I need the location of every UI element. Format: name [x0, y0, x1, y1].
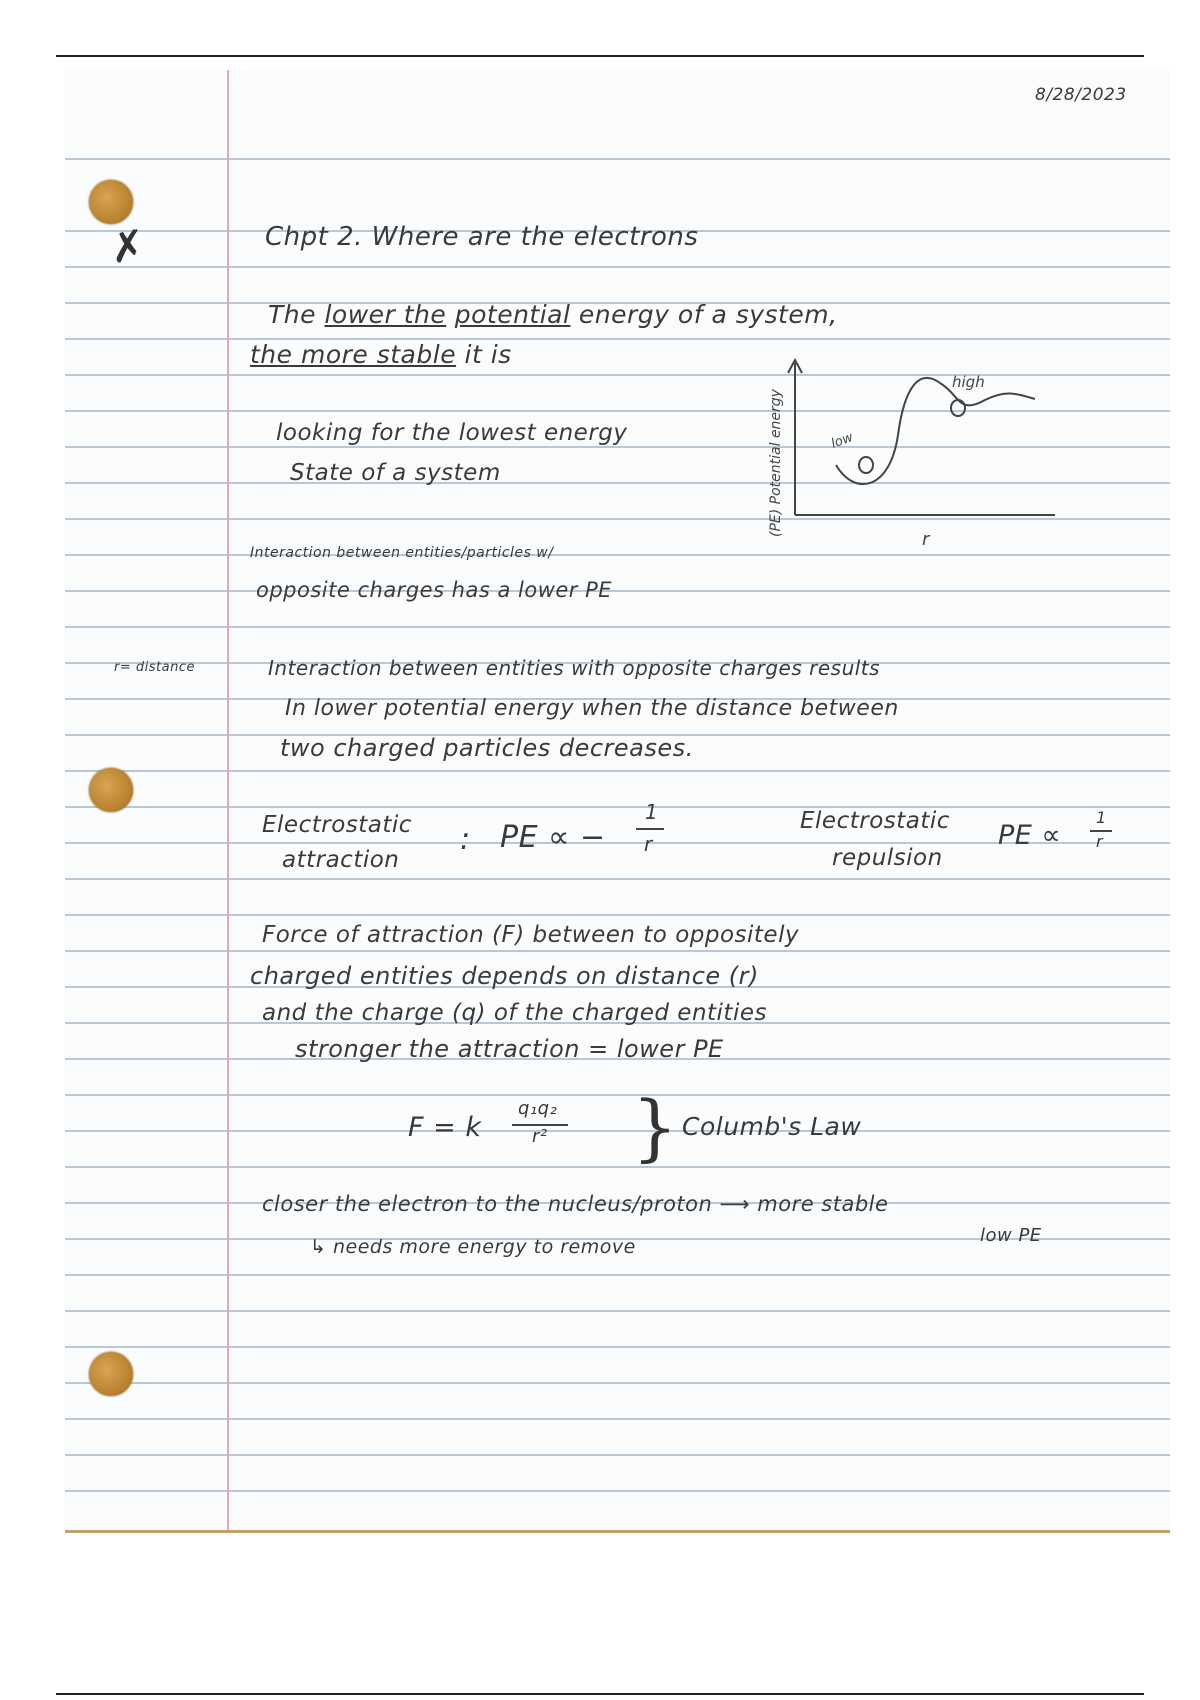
lowest-energy-line2: State of a system [290, 460, 501, 486]
closer-line1: closer the electron to the nucleus/proton ⟶ more stable [262, 1192, 889, 1216]
graph-low-point [859, 457, 873, 473]
margin-line [227, 70, 229, 1530]
coulomb-lhs: F = k [408, 1112, 482, 1143]
ruled-line [65, 1130, 1170, 1132]
ruled-line [65, 1094, 1170, 1096]
ruled-line [65, 950, 1170, 952]
graph-energy-curve [836, 378, 1035, 484]
ruled-line [65, 1274, 1170, 1276]
ruled-line [65, 1490, 1170, 1492]
ruled-line [65, 1454, 1170, 1456]
brace-icon: } [632, 1085, 678, 1169]
top-rule [56, 55, 1144, 57]
interaction-note-line2: opposite charges has a lower PE [256, 578, 613, 602]
binder-hole [89, 768, 133, 812]
ruled-line [65, 1310, 1170, 1312]
ruled-line [65, 1346, 1170, 1348]
lowest-energy-line1: looking for the lowest energy [276, 420, 628, 446]
binder-hole [89, 1352, 133, 1396]
graph-y-label: (PE) Potential energy [768, 389, 784, 537]
graph-high-label: high [952, 373, 985, 391]
repulsion-formula: PE ∝ [998, 820, 1062, 851]
interaction-line1: Interaction between entities with opposite charges results [268, 656, 881, 680]
date: 8/28/2023 [1035, 85, 1127, 105]
bottom-rule [56, 1693, 1144, 1695]
ruled-line [65, 770, 1170, 772]
force-line1: Force of attraction (F) between to oppositely [262, 922, 800, 948]
ruled-line [65, 1418, 1170, 1420]
repulsion-label-line1: Electrostatic [800, 808, 950, 834]
binder-hole [89, 180, 133, 224]
attraction-formula: PE ∝ − [500, 820, 606, 855]
ruled-line [65, 590, 1170, 592]
repulsion-label-line2: repulsion [832, 845, 943, 871]
attraction-fraction-bar [636, 828, 664, 830]
force-line4: stronger the attraction = lower PE [295, 1035, 724, 1063]
ruled-line [65, 878, 1170, 880]
ruled-line [65, 914, 1170, 916]
attraction-label-line2: attraction [282, 847, 400, 873]
star-icon: ✗ [106, 219, 149, 274]
key-statement-line2: the more stable it is [250, 340, 512, 369]
page-title: Chpt 2. Where are the electrons [265, 222, 699, 252]
graph-x-label: r [922, 529, 930, 545]
ruled-line [65, 806, 1170, 808]
closer-line2: ↳ needs more energy to remove [310, 1236, 636, 1258]
attraction-denominator: r [644, 832, 653, 856]
attraction-colon: : [460, 822, 471, 857]
ruled-line [65, 1382, 1170, 1384]
interaction-line3: two charged particles decreases. [280, 734, 694, 762]
ruled-line [65, 1166, 1170, 1168]
coulomb-numerator: q₁q₂ [518, 1098, 558, 1119]
force-line3: and the charge (q) of the charged entities [262, 1000, 767, 1026]
attraction-label-line1: Electrostatic [262, 812, 412, 838]
coulomb-denominator: r² [532, 1126, 548, 1147]
interaction-line2: In lower potential energy when the distance between [285, 696, 899, 721]
repulsion-denominator: r [1096, 832, 1104, 851]
graph-high-point [951, 400, 965, 416]
ruled-line [65, 554, 1170, 556]
margin-note: r= distance [114, 660, 195, 675]
closer-note: low PE [980, 1225, 1042, 1246]
repulsion-numerator: 1 [1096, 808, 1107, 827]
interaction-note-line1: Interaction between entities/particles w/ [250, 545, 554, 561]
ruled-line [65, 158, 1170, 160]
graph-low-label: low [829, 430, 856, 452]
potential-energy-graph [690, 265, 1070, 545]
force-line2: charged entities depends on distance (r) [250, 962, 759, 990]
coulomb-label: Columb's Law [682, 1112, 862, 1141]
attraction-numerator: 1 [645, 800, 659, 824]
key-statement-line1: The lower the potential energy of a system, [268, 300, 838, 329]
ruled-line [65, 626, 1170, 628]
